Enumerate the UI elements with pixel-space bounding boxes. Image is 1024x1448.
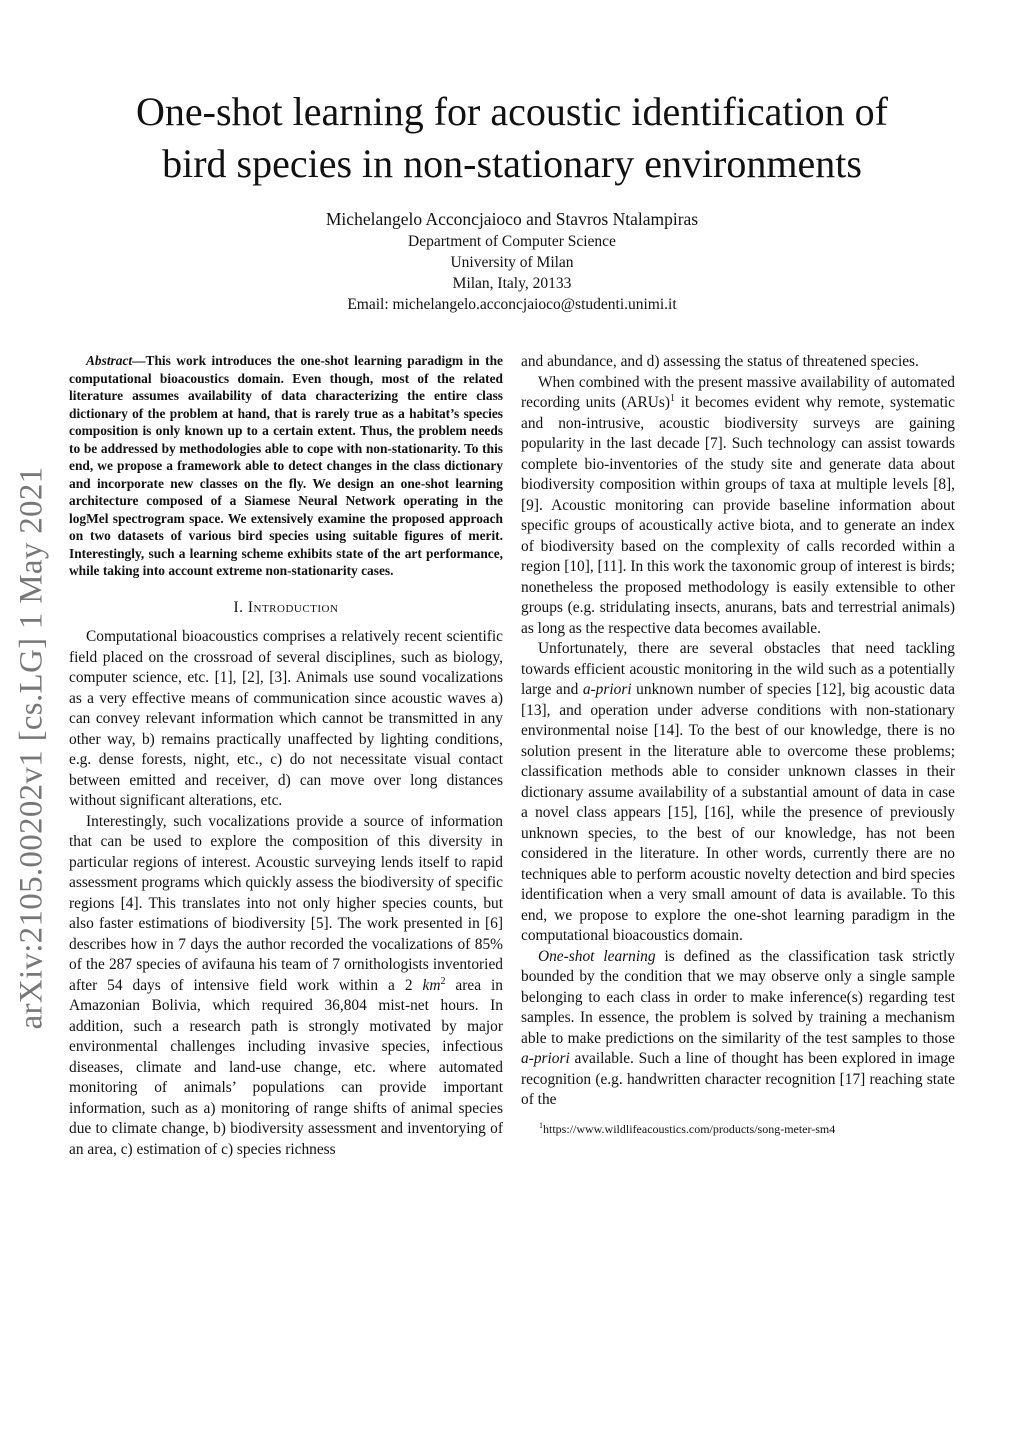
intro-paragraph-2 xyxy=(69,812,503,1161)
footnote-reference: 1 xyxy=(670,392,676,404)
emphasis-one-shot-learning: One-shot learning xyxy=(538,947,656,965)
intro-paragraph-5-part-a: is defined as the classification task strictly bounded by the condition that we may observe only a single sample belonging to each class in order to make inference(s) regarding test samples. In essence, the problem is solved by training a mechanism able to make predictions on the similarity of the test samples to those xyxy=(521,947,955,1047)
math-km: km xyxy=(422,976,441,994)
section-heading-introduction xyxy=(69,598,503,619)
author-location: Milan, Italy, 20133 xyxy=(452,275,572,292)
math-exponent: 2 xyxy=(440,975,446,987)
emphasis-a-priori: a-priori xyxy=(582,681,632,698)
emphasis-a-priori-2: a-priori xyxy=(521,1050,570,1067)
intro-paragraph-3-part-b: it becomes evident why remote, systematic and non-intrusive, acoustic biodiversity surveys are gaining popularity in the last decade [7]. Such technology can assist towards complete bio-inventories of the study site and generate data about biodiversity composition within groups of taxa at multiple levels [8], [9]. Acoustic monitoring can provide baseline information about specific groups of acoustically active biota, and to generate an index of biodiversity based on the complexity of calls recorded within a region [10], [11]. In this work the taxonomic group of interest is birds; nonetheless the proposed methodology is easily extensible to other groups (e.g. stridulating insects, anurans, bats and terrestrial animals) as long as the respective data becomes available. xyxy=(521,394,955,637)
author-names: Michelangelo Acconcjaioco and Stavros Ntalampiras xyxy=(325,209,699,229)
left-column xyxy=(69,352,503,1160)
author-block xyxy=(112,207,912,315)
title-line-2: bird species in non-stationary environments xyxy=(162,141,862,186)
intro-paragraph-4-part-a: Unfortunately, there are several obstacles that need tackling towards efficient acoustic monitoring in the wild such as a potentially large and xyxy=(521,640,955,698)
section-name: Introduction xyxy=(247,598,339,616)
intro-paragraph-4-part-b: unknown number of species [12], big acoustic data [13], and operation under adverse conditions with non-stationary environmental noise [14]. To the best of our knowledge, there is no solution present in the literature able to overcome these problems; classification methods able to consider unknown classes in their dictionary assume availability of a substantial amount of data in case a novel class appears [15], [16], while the presence of previously unknown species, to the best of our knowledge, has not been considered in the literature. In other words, currently there are no techniques able to perform acoustic novelty detection and bird species identification when a very small amount of data is available. To this end, we propose to explore the one-shot learning paradigm in the computational bioacoustics domain. xyxy=(521,681,955,944)
paper-title xyxy=(60,86,964,190)
intro-paragraph-1: Computational bioacoustics comprises a relatively recent scientific field placed on the crossroad of several disciplines, such as biology, computer science, etc. [1], [2], [3]. Animals use sound vocalizations as a very effective means of communication since acoustic waves a) can convey relevant information which cannot be transmitted in any other way, b) remains practically unaffected by lighting conditions, e.g. dense forests, night, etc., c) do not necessitate visual contact between emitted and receiver, d) can move over long distances without significant alterations, etc. xyxy=(69,628,503,809)
intro-paragraph-2-part-a: Interestingly, such vocalizations provide a source of information that can be used to explore the composition of this diversity in particular regions of interest. Acoustic surveying lends itself to rapid assessment programs which quickly assess the biodiversity of specific regions [4]. This translates into not only higher species counts, but also faster estimations of biodiversity [5]. The work presented in [6] describes how in 7 days the author recorded the vocalizations of 85% of the 287 species of avifauna his team of 7 ornithologists inventoried after 54 days of intensive field work within a 2 xyxy=(69,812,503,994)
intro-paragraph-2-part-b: area in Amazonian Bolivia, which required 36,804 mist-net hours. In addition, such a research path is strongly motivated by major environmental challenges including invasive species, infectious diseases, climate and land-use change, etc. where automated monitoring of animals’ populations can provide important information, such as a) monitoring of range shifts of animal species due to climate change, b) biodiversity assessment and inventorying of an area, c) estimation of c) species richness xyxy=(69,976,503,1158)
abstract-label: Abstract xyxy=(86,353,133,368)
footnote-url[interactable]: https://www.wildlifeacoustics.com/products/song-meter-sm4 xyxy=(543,1121,836,1136)
author-department: Department of Computer Science xyxy=(408,233,616,250)
footnote-mark: 1 xyxy=(539,1120,543,1130)
author-university: University of Milan xyxy=(450,254,574,271)
arxiv-identifier: arXiv:2105.00202v1 [cs.LG] 1 May 2021 xyxy=(13,466,50,1030)
arxiv-sidebar xyxy=(2,448,62,1048)
intro-paragraph-3-part-a: When combined with the present massive availability of automated recording units (ARUs) xyxy=(521,373,955,411)
abstract-text: This work introduces the one-shot learning paradigm in the computational bioacoustics domain. Even though, most of the related literature assumes availability of data characterizing the entire class dictionary of the problem at hand, that is rarely true as a habitat’s species composition is only known up to a certain extent. Thus, the problem needs to be addressed by methodologies able to cope with non-stationarity. To this end, we propose a framework able to detect changes in the class dictionary and incorporate new classes on the fly. We design an one-shot learning architecture composed of a Siamese Neural Network operating in the logMel spectrogram space. We extensively examine the proposed approach on two datasets of various bird species using suitable figures of merit. Interestingly, such a learning scheme exhibits state of the art performance, while taking into account extreme non-stationarity cases. xyxy=(69,353,503,578)
intro-paragraph-5 xyxy=(521,947,955,1111)
abstract-dash: — xyxy=(132,353,146,368)
intro-paragraph-4 xyxy=(521,639,955,947)
author-email: Email: michelangelo.acconcjaioco@studenti.unimi.it xyxy=(347,296,677,313)
right-column xyxy=(521,352,955,1137)
intro-paragraph-5-part-b: available. Such a line of thought has been explored in image recognition (e.g. handwritten character recognition [17] reaching state of the xyxy=(521,1050,955,1108)
intro-paragraph-3 xyxy=(521,373,955,640)
abstract xyxy=(69,352,503,580)
title-line-1: One-shot learning for acoustic identification of xyxy=(136,89,888,134)
section-numeral: I. xyxy=(233,598,248,616)
footnote xyxy=(521,1121,955,1137)
intro-paragraph-continued: and abundance, and d) assessing the status of threatened species. xyxy=(521,353,919,370)
